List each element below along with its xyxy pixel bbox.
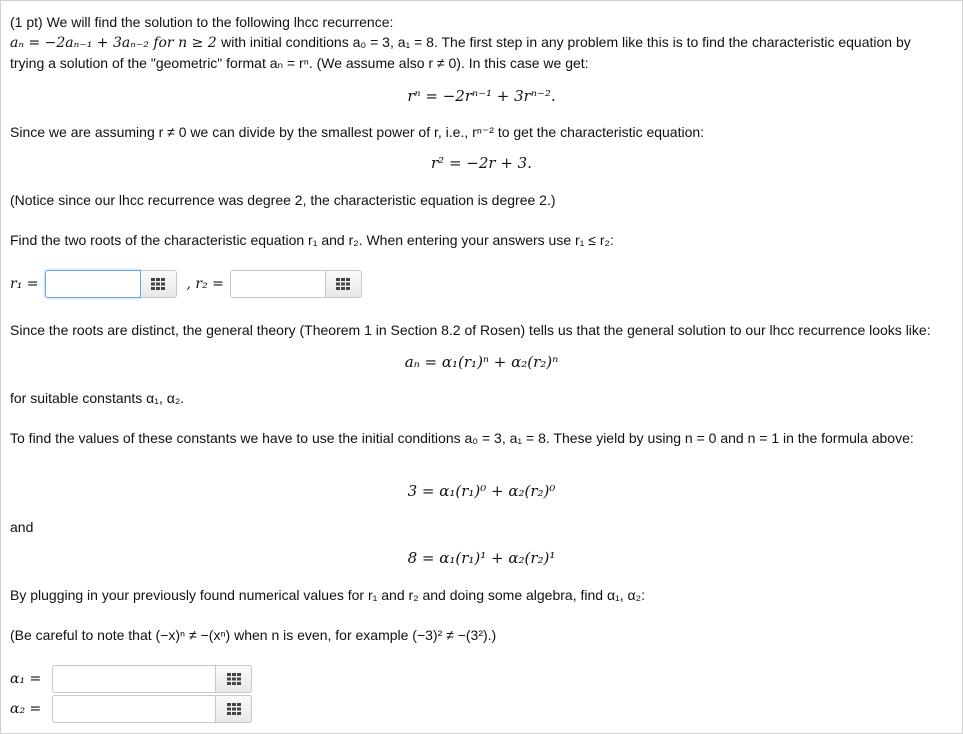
recurrence-formula: aₙ = −2aₙ₋₁ + 3aₙ₋₂ bbox=[10, 35, 149, 51]
characteristic-equation: r² = −2r + 3. bbox=[431, 154, 532, 172]
find-roots-paragraph: Find the two roots of the characteristic equation r₁ and r₂. When entering your answers use r₁ ≤ r₂: bbox=[10, 232, 614, 248]
keypad-grid-icon bbox=[151, 278, 165, 290]
alpha1-answer-row bbox=[10, 664, 252, 694]
alpha1-label: α₁ = bbox=[10, 671, 42, 687]
equation-1: rⁿ = −2rⁿ⁻¹ + 3rⁿ⁻². bbox=[407, 87, 556, 105]
keypad-grid-icon bbox=[227, 703, 241, 715]
general-solution-equation: aₙ = α₁(r₁)ⁿ + α₂(r₂)ⁿ bbox=[404, 353, 559, 371]
intro-header: (1 pt) We will find the solution to the following lhcc recurrence: bbox=[10, 14, 394, 30]
alpha1-answer-group bbox=[52, 665, 252, 693]
alpha2-input[interactable] bbox=[52, 695, 216, 723]
and-text: and bbox=[10, 519, 34, 535]
notice-paragraph: (Notice since our lhcc recurrence was degree 2, the characteristic equation is degree 2.) bbox=[10, 192, 556, 208]
recurrence-condition: for n ≥ 2 bbox=[148, 35, 222, 51]
r2-answer-group bbox=[230, 270, 362, 298]
r1-keypad-button[interactable] bbox=[141, 270, 177, 298]
intro-paragraph bbox=[10, 12, 948, 73]
keypad-grid-icon bbox=[227, 673, 241, 685]
constants-paragraph: for suitable constants α₁, α₂. bbox=[10, 390, 185, 406]
r2-label: , r₂ = bbox=[186, 276, 224, 292]
keypad-grid-icon bbox=[336, 278, 350, 290]
r2-keypad-button[interactable] bbox=[326, 270, 362, 298]
alpha1-input[interactable] bbox=[52, 665, 216, 693]
r2-input[interactable] bbox=[230, 270, 326, 298]
alpha2-label: α₂ = bbox=[10, 701, 42, 717]
equation-n1: 8 = α₁(r₁)¹ + α₂(r₂)¹ bbox=[407, 549, 556, 567]
alpha2-keypad-button[interactable] bbox=[216, 695, 252, 723]
r1-input[interactable] bbox=[45, 270, 141, 298]
initial-conditions-paragraph: To find the values of these constants we have to use the initial conditions a₀ = 3, a₁ = 8. These yield by using n = 0 and n = 1 in the formula above: bbox=[10, 430, 914, 446]
roots-answer-row bbox=[10, 269, 362, 299]
careful-paragraph: (Be careful to note that (−x)ⁿ ≠ −(xⁿ) when n is even, for example (−3)² ≠ −(3²).) bbox=[10, 627, 497, 643]
alpha2-answer-group bbox=[52, 695, 252, 723]
r1-answer-group bbox=[45, 270, 177, 298]
divide-paragraph: Since we are assuming r ≠ 0 we can divide by the smallest power of r, i.e., rⁿ⁻² to get the characteristic equation: bbox=[10, 124, 705, 140]
equation-n0: 3 = α₁(r₁)⁰ + α₂(r₂)⁰ bbox=[407, 482, 556, 500]
plug-in-paragraph: By plugging in your previously found numerical values for r₁ and r₂ and doing some algebra, find α₁, α₂: bbox=[10, 587, 645, 603]
general-solution-paragraph: Since the roots are distinct, the general theory (Theorem 1 in Section 8.2 of Rosen) tells us that the general solution to our lhcc recurrence looks like: bbox=[10, 322, 931, 338]
alpha1-keypad-button[interactable] bbox=[216, 665, 252, 693]
alpha2-answer-row bbox=[10, 694, 252, 724]
intro-rest: with initial conditions a₀ = 3, a₁ = 8. The first step in any problem like this is to find the characteristic equation by trying a solution of the "geometric" format aₙ = rⁿ. (We assume also r ≠ 0). In this case we get: bbox=[10, 34, 911, 71]
r1-label: r₁ = bbox=[10, 276, 39, 292]
